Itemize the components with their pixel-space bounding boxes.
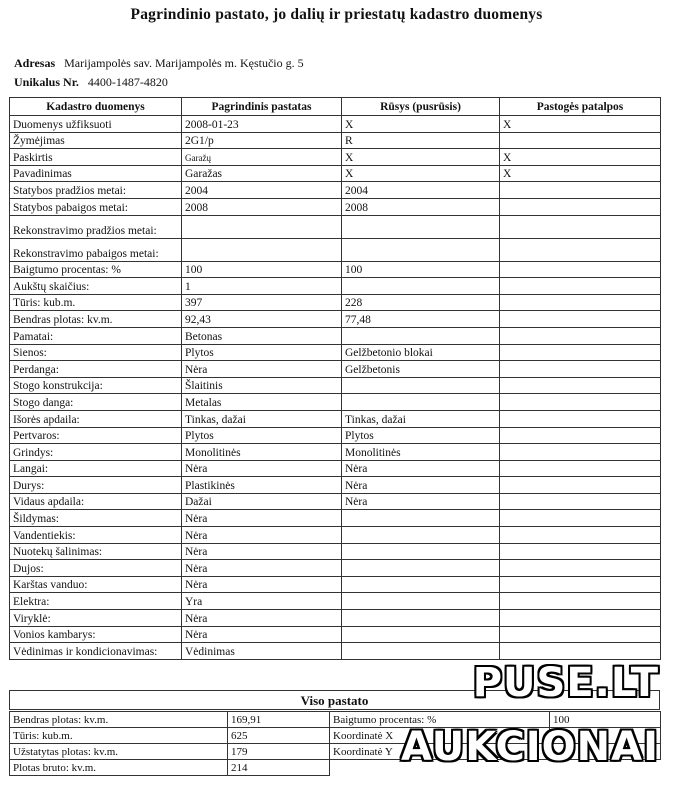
row-value: Nėra — [182, 610, 342, 627]
row-value — [500, 327, 661, 344]
table-row — [10, 560, 661, 577]
table-row — [10, 493, 661, 510]
row-label: Vandentiekis: — [10, 527, 182, 544]
table-row — [10, 311, 661, 328]
row-label: Stogo konstrukcija: — [10, 377, 182, 394]
row-label: Langai: — [10, 460, 182, 477]
row-value — [500, 576, 661, 593]
row-label: Tūris: kub.m. — [10, 294, 182, 311]
table-body — [10, 116, 661, 660]
row-value: X — [342, 149, 500, 166]
row-value: Vėdinimas — [182, 643, 342, 660]
row-label: Viryklė: — [10, 610, 182, 627]
row-value — [182, 238, 342, 261]
row-value: Plytos — [342, 427, 500, 444]
table-header-row — [10, 98, 661, 116]
row-value: 77,48 — [342, 311, 500, 328]
row-value: X — [500, 149, 661, 166]
row-label: Pamatai: — [10, 327, 182, 344]
totals-value: 100 — [550, 712, 661, 728]
row-value — [342, 238, 500, 261]
column-header: Pagrindinis pastatas — [182, 98, 342, 116]
row-label: Pavadinimas — [10, 165, 182, 182]
row-value: 92,43 — [182, 311, 342, 328]
row-value — [500, 294, 661, 311]
totals-label: Tūris: kub.m. — [10, 728, 228, 744]
unique-number-line — [14, 75, 168, 90]
row-value — [500, 427, 661, 444]
row-label: Žymėjimas — [10, 132, 182, 149]
row-value — [500, 215, 661, 238]
table-row — [10, 327, 661, 344]
row-value — [500, 626, 661, 643]
table-row — [10, 510, 661, 527]
unique-number-label: Unikalus Nr. — [14, 75, 79, 89]
table-row — [10, 377, 661, 394]
row-value: Nėra — [342, 460, 500, 477]
row-value — [500, 311, 661, 328]
row-value — [342, 327, 500, 344]
table-row — [10, 643, 661, 660]
table-row — [10, 215, 661, 238]
table-row — [10, 626, 661, 643]
watermark-auctions: AUKCIONAI — [401, 724, 659, 770]
row-value — [500, 261, 661, 278]
row-value: Nėra — [182, 576, 342, 593]
table-row — [10, 444, 661, 461]
row-value — [500, 493, 661, 510]
totals-label: Baigtumo procentas: % — [330, 712, 550, 728]
row-value: Monolitinės — [182, 444, 342, 461]
row-value — [342, 593, 500, 610]
row-value: X — [500, 116, 661, 133]
row-value: Nėra — [182, 527, 342, 544]
table-row — [10, 198, 661, 215]
row-value — [342, 610, 500, 627]
row-value — [342, 643, 500, 660]
table-row — [10, 149, 661, 166]
row-value — [500, 543, 661, 560]
totals-label: Koordinatė X — [330, 728, 550, 744]
row-label: Baigtumo procentas: % — [10, 261, 182, 278]
row-value — [342, 576, 500, 593]
table-row — [10, 182, 661, 199]
row-value — [342, 215, 500, 238]
row-label: Elektra: — [10, 593, 182, 610]
table-row — [10, 543, 661, 560]
row-value: Garažų — [182, 149, 342, 166]
table-row — [10, 593, 661, 610]
row-label: Aukštų skaičius: — [10, 278, 182, 295]
column-header: Pastogės patalpos — [500, 98, 661, 116]
row-value: Nėra — [182, 543, 342, 560]
table-row — [10, 576, 661, 593]
row-value — [500, 410, 661, 427]
table-row — [10, 610, 661, 627]
row-value: Nėra — [182, 460, 342, 477]
row-value: X — [342, 165, 500, 182]
row-label: Nuotekų šalinimas: — [10, 543, 182, 560]
row-value: 1 — [182, 278, 342, 295]
row-value: Gelžbetonis — [342, 361, 500, 378]
row-label: Vėdinimas ir kondicionavimas: — [10, 643, 182, 660]
row-value: Gelžbetonio blokai — [342, 344, 500, 361]
column-header: Rūsys (pusrūsis) — [342, 98, 500, 116]
table-row — [10, 427, 661, 444]
row-value — [500, 593, 661, 610]
row-value — [342, 527, 500, 544]
row-value — [500, 560, 661, 577]
row-value: Nėra — [182, 361, 342, 378]
row-value — [500, 643, 661, 660]
totals-value: 214 — [228, 760, 330, 776]
table-row — [10, 294, 661, 311]
table-row — [10, 394, 661, 411]
table-row — [10, 344, 661, 361]
row-value — [182, 215, 342, 238]
totals-value: 169,91 — [228, 712, 330, 728]
row-label: Perdanga: — [10, 361, 182, 378]
totals-label: Užstatytas plotas: kv.m. — [10, 744, 228, 760]
row-value: Betonas — [182, 327, 342, 344]
unique-number-value: 4400-1487-4820 — [87, 75, 168, 89]
table-row — [10, 261, 661, 278]
row-value — [342, 377, 500, 394]
totals-label: Bendras plotas: kv.m. — [10, 712, 228, 728]
row-value — [500, 198, 661, 215]
row-label: Išorės apdaila: — [10, 410, 182, 427]
row-value: Nėra — [182, 560, 342, 577]
row-value — [500, 132, 661, 149]
table-row — [10, 116, 661, 133]
table-row — [10, 477, 661, 494]
row-value — [500, 510, 661, 527]
address-value: Marijampolės sav. Marijampolės m. Kęstučio g. 5 — [64, 56, 304, 70]
row-value — [500, 477, 661, 494]
row-value: Nėra — [342, 493, 500, 510]
row-value: 2G1/p — [182, 132, 342, 149]
row-label: Duomenys užfiksuoti — [10, 116, 182, 133]
row-value: R — [342, 132, 500, 149]
row-label: Vonios kambarys: — [10, 626, 182, 643]
row-value: 228 — [342, 294, 500, 311]
totals-value: 625 — [228, 728, 330, 744]
row-value: Nėra — [342, 477, 500, 494]
row-value — [500, 361, 661, 378]
table-row — [10, 361, 661, 378]
row-value — [342, 560, 500, 577]
row-label: Bendras plotas: kv.m. — [10, 311, 182, 328]
row-label: Grindys: — [10, 444, 182, 461]
row-value — [500, 377, 661, 394]
row-label: Šildymas: — [10, 510, 182, 527]
cadastre-table — [9, 97, 661, 660]
row-value: Yra — [182, 593, 342, 610]
row-value — [500, 610, 661, 627]
watermark-site: PUSE.LT — [472, 660, 659, 706]
document-title: Pagrindinio pastato, jo dalių ir priestatų kadastro duomenys — [130, 6, 543, 23]
row-value: Nėra — [182, 510, 342, 527]
row-label: Statybos pabaigos metai: — [10, 198, 182, 215]
row-value: Plytos — [182, 344, 342, 361]
row-value: 2008-01-23 — [182, 116, 342, 133]
row-value: 2004 — [342, 182, 500, 199]
column-header: Kadastro duomenys — [10, 98, 182, 116]
row-label: Rekonstravimo pradžios metai: — [10, 215, 182, 238]
row-value: 397 — [182, 294, 342, 311]
row-label: Paskirtis — [10, 149, 182, 166]
row-value: Tinkas, dažai — [342, 410, 500, 427]
row-value — [342, 278, 500, 295]
row-value — [500, 182, 661, 199]
row-value: X — [342, 116, 500, 133]
row-label: Karštas vanduo: — [10, 576, 182, 593]
row-value — [500, 444, 661, 461]
row-label: Sienos: — [10, 344, 182, 361]
row-value — [500, 238, 661, 261]
table-row — [10, 527, 661, 544]
table-row — [10, 460, 661, 477]
row-value: 2004 — [182, 182, 342, 199]
row-label: Stogo danga: — [10, 394, 182, 411]
row-value — [500, 460, 661, 477]
row-value: X — [500, 165, 661, 182]
totals-value: 179 — [228, 744, 330, 760]
row-value — [342, 543, 500, 560]
row-value — [500, 527, 661, 544]
table-row — [10, 165, 661, 182]
row-value: 100 — [182, 261, 342, 278]
totals-label: Koordinatė Y — [330, 744, 550, 760]
row-value: Garažas — [182, 165, 342, 182]
row-value: 2008 — [342, 198, 500, 215]
row-value: Monolitinės — [342, 444, 500, 461]
row-value: Metalas — [182, 394, 342, 411]
row-value — [500, 278, 661, 295]
address-label: Adresas — [14, 56, 56, 70]
row-value: Nėra — [182, 626, 342, 643]
row-value — [342, 510, 500, 527]
table-row — [10, 410, 661, 427]
row-value — [342, 394, 500, 411]
row-value: Šlaitinis — [182, 377, 342, 394]
row-value: 100 — [342, 261, 500, 278]
row-value — [500, 344, 661, 361]
table-row — [10, 132, 661, 149]
row-value — [342, 626, 500, 643]
address-line — [14, 56, 304, 71]
row-label: Durys: — [10, 477, 182, 494]
row-label: Statybos pradžios metai: — [10, 182, 182, 199]
row-value — [500, 394, 661, 411]
totals-label: Plotas bruto: kv.m. — [10, 760, 228, 776]
totals-title: Viso pastato — [9, 690, 660, 710]
row-value: 2008 — [182, 198, 342, 215]
row-value: Plastikinės — [182, 477, 342, 494]
row-label: Dujos: — [10, 560, 182, 577]
row-label: Pertvaros: — [10, 427, 182, 444]
row-value: Tinkas, dažai — [182, 410, 342, 427]
table-row — [10, 238, 661, 261]
row-value: Plytos — [182, 427, 342, 444]
row-label: Vidaus apdaila: — [10, 493, 182, 510]
row-label: Rekonstravimo pabaigos metai: — [10, 238, 182, 261]
table-row — [10, 278, 661, 295]
row-value: Dažai — [182, 493, 342, 510]
